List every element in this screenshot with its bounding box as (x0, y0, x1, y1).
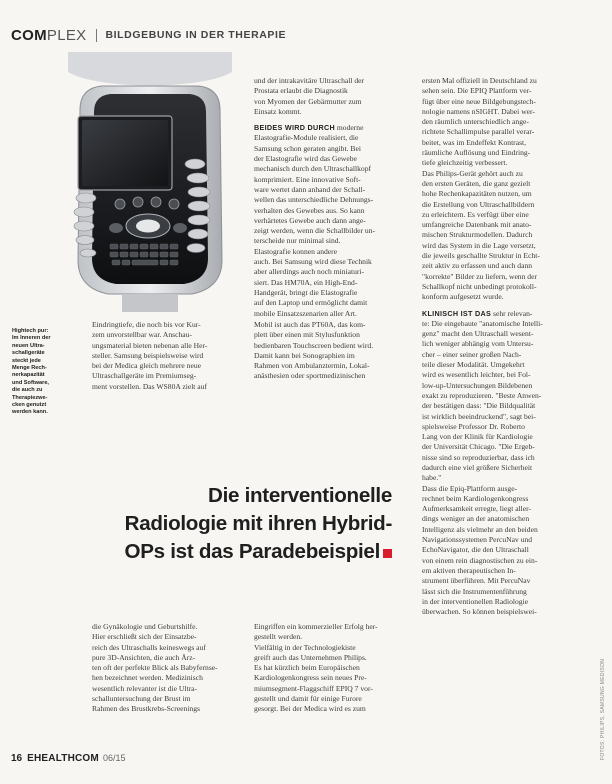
text-line (254, 278, 408, 288)
text-line (92, 684, 246, 694)
text-line (422, 350, 588, 360)
line-text: Eindringtiefe, die noch bis vor Kur- (92, 320, 201, 329)
pull-quote-line: Radiologie mit ihren Hybrid- (124, 512, 392, 535)
line-text: em aktiven therapeutischen In- (422, 565, 516, 575)
text-line (92, 361, 246, 371)
text-line (422, 319, 588, 329)
text-line (422, 566, 588, 576)
photo-credit: FOTOS: PHILIPS, SAMSUNG MEDISON (600, 658, 606, 760)
brand-light: PLEX (46, 26, 87, 44)
text-line (254, 76, 408, 86)
text-line (254, 361, 408, 371)
text-line (422, 200, 588, 210)
line-text: wellen das unterschiedliche Dehnungs- (254, 195, 374, 205)
line-text: Prostata erlaubt die Diagnostik (254, 86, 348, 96)
line-text: ersten Mal offiziell in Deutschland zu (422, 76, 537, 85)
text-line (422, 97, 588, 107)
line-text: den räumlich unterschiedlich ange- (422, 117, 529, 127)
text-line (422, 272, 588, 282)
text-line (92, 632, 246, 642)
text-line (422, 412, 588, 422)
caption-line: schallgeräte (12, 350, 45, 357)
text-line (422, 230, 588, 240)
line-text: wird das System in die Lage versetzt, (422, 240, 536, 250)
line-text: lässt sich die Instrumentenführung (422, 586, 527, 596)
line-text: reich des Ultraschalls keineswegs auf (92, 642, 206, 652)
brand-bold: COM (11, 26, 47, 44)
text-line (254, 309, 408, 319)
text-line (422, 607, 588, 617)
pull-quote-text: OPs ist das Paradebeispiel (124, 540, 380, 563)
line-text: zeigt werden, wenn die Schallbilder un- (254, 226, 376, 236)
section-title: BILDGEBUNG IN DER THERAPIE (105, 29, 287, 41)
text-line (422, 504, 588, 514)
text-line (254, 175, 408, 185)
line-text: Intelligenz als vielmehr an den beiden (422, 524, 538, 534)
line-text: zeit aktiv zu erfassen und auch dann (422, 261, 533, 271)
line-text: ware wertet dann anhand der Schall- (254, 184, 366, 194)
line-text: mechanisch durch den Ultraschallkopf (254, 164, 372, 174)
line-text: habe." (422, 473, 442, 483)
ultrasound-device-icon (62, 52, 238, 312)
text-line (254, 123, 408, 133)
text-line (422, 432, 588, 442)
line-text: genz" macht den Ultraschall wesent- (422, 329, 534, 339)
line-text: von Myomen der Gebärmutter zum (254, 96, 362, 106)
text-line (254, 663, 408, 673)
text-line (422, 494, 588, 504)
line-text: cher – einer seiner großen Nach- (422, 349, 522, 359)
text-line (254, 694, 408, 704)
line-text: Einsatz kommt. (254, 106, 302, 116)
article-column (254, 320, 408, 382)
article-column (92, 320, 246, 392)
line-text: low-up-Untersuchungen Bildebenen (422, 380, 533, 390)
text-line (92, 371, 246, 381)
line-text: auch. Bei Samsung wird diese Technik (254, 257, 372, 267)
line-text: schalluntersuchung der Brust im (92, 694, 191, 704)
text-line (422, 138, 588, 148)
subheading-lead: KLINISCH IST DAS (422, 308, 492, 318)
line-text: überwachen. So können beispielswei- (422, 607, 537, 617)
line-text: "korrekte" Bilder zu liefern, wenn der (422, 271, 537, 281)
line-text: bedienbaren Touchscreen bedient wird. (254, 340, 374, 350)
text-line (254, 185, 408, 195)
text-line (422, 576, 588, 586)
text-line (254, 351, 408, 361)
line-text: ten oft der perfekte Blick als Babyfernse- (92, 663, 218, 673)
line-text: spielsweise Professor Dr. Roberto (422, 421, 525, 431)
line-text: Elastografie konnen andere (254, 246, 338, 256)
line-text: strument überführen. Mit PercuNav (422, 576, 531, 586)
text-line (92, 622, 246, 632)
text-line (254, 298, 408, 308)
line-text: mischen Strukturmodellen. Dadurch (422, 230, 533, 240)
text-line (422, 463, 588, 473)
line-text: zu erleichtern. Es verfügt über eine (422, 209, 529, 219)
text-line (254, 371, 408, 381)
line-text: Hier erschließt sich der Einsatzbe- (92, 632, 197, 642)
line-text: auf den Laptop und ermöglicht damit (254, 298, 368, 308)
line-text: greift auch das Unternehmen Philips. (254, 652, 367, 662)
text-line (92, 382, 246, 392)
line-text: in der interventionellen Radiologie (422, 596, 529, 606)
line-text: der bestätigen dass: "Die Bildqualität (422, 401, 536, 411)
line-text: die Gynäkologie und Geburtshilfe. (92, 622, 198, 631)
line-text: Lang von der Klinik für Kardiologie (422, 432, 533, 442)
line-text: Samsung schon geraten angibt. Bei (254, 143, 361, 153)
line-text: von einem rein diagnostischen zu ein- (422, 555, 538, 565)
line-text: bei der Medica gleich mehrere neue (92, 361, 201, 371)
text-line (422, 525, 588, 535)
text-line (422, 597, 588, 607)
subheading-lead: BEIDES WIRD DURCH (254, 123, 335, 133)
line-text: zem unvorstellbar war. Anschau- (92, 330, 192, 340)
article-column (92, 622, 246, 715)
text-line (254, 107, 408, 117)
text-line (422, 453, 588, 463)
caption-line: cken genutzt (12, 402, 47, 409)
text-line (422, 545, 588, 555)
page-header (11, 25, 286, 45)
text-line (254, 267, 408, 277)
caption-line: nerkapazität (12, 372, 45, 379)
end-mark-square (383, 549, 392, 558)
text-line (254, 226, 408, 236)
line-text: Rahmen von Ambulanztermin, Lokal- (254, 361, 370, 371)
text-line (422, 241, 588, 251)
text-line (254, 704, 408, 714)
line-text: moderne (334, 123, 364, 133)
text-line (92, 320, 246, 330)
line-text: umfangreiche Datenbank mit anato- (422, 220, 532, 230)
line-text: fügt über eine neue Bildgebungstech- (422, 96, 536, 106)
line-text: EchoNavigator, die den Ultraschall (422, 545, 529, 555)
line-text: aber allerdings auch noch miniaturi- (254, 267, 365, 277)
line-text: Navigationssystemen PercuNav und (422, 535, 533, 545)
text-line (422, 189, 588, 199)
line-text: wird es wesentlich leichter, bei Fol- (422, 370, 531, 380)
line-text: te: Die eingebaute "anatomische Intelli- (422, 318, 543, 328)
text-line (422, 158, 588, 168)
text-line (422, 169, 588, 179)
image-caption (12, 328, 70, 417)
pull-quote-line-last (78, 538, 392, 566)
text-line (422, 587, 588, 597)
caption-line: Therapiezwe- (12, 394, 48, 401)
text-line (254, 288, 408, 298)
line-text: lich weniger abhängig vom Untersu- (422, 339, 534, 349)
text-line (254, 216, 408, 226)
line-text: siert. Das HM70A, ein High-End- (254, 277, 358, 287)
text-line (422, 360, 588, 370)
text-line (254, 341, 408, 351)
text-line (254, 643, 408, 653)
text-line (92, 330, 246, 340)
text-line (422, 210, 588, 220)
text-line (422, 535, 588, 545)
text-line (422, 127, 588, 137)
text-line (254, 133, 408, 143)
line-text: verhärtetes Gewebe auch dann ange- (254, 215, 366, 225)
line-text: verhalten des Gewebes aus. So kann (254, 205, 365, 215)
caption-line: Menge Rech- (12, 365, 47, 372)
line-text: ment vorstellen. Das WS80A zielt auf (92, 381, 208, 391)
line-text: räumliche Auflösung und Eindring- (422, 148, 531, 158)
text-line (422, 309, 588, 319)
line-text: mobile Einsatzszenarien aller Art. (254, 308, 357, 318)
magazine-name: EHEALTHCOM (27, 753, 99, 764)
text-line (254, 632, 408, 642)
text-line (422, 117, 588, 127)
line-text: terscheide nur minimal sind. (254, 236, 341, 246)
line-text: Dass die Epiq-Plattform ausge- (422, 483, 518, 493)
ultrasound-device-image (62, 52, 238, 312)
line-text: der Universität Chicago. "Die Ergeb- (422, 442, 535, 452)
text-line (422, 76, 588, 86)
text-line (92, 351, 246, 361)
pull-quote-line: Die interventionelle (208, 484, 392, 507)
text-line (254, 320, 408, 330)
caption-line: die auch zu (12, 387, 43, 394)
line-text: beitet, was im Endeffekt Kontrast, (422, 137, 527, 147)
line-text: dadurch eine viel größere Sicherheit (422, 462, 533, 472)
text-line (422, 422, 588, 432)
line-text: konform aufgesetzt wurde. (422, 292, 504, 302)
line-text: anästhesien oder sportmedizinischen (254, 371, 366, 381)
text-line (422, 292, 588, 302)
text-line (254, 154, 408, 164)
text-line (422, 514, 588, 524)
issue-number: 06/15 (102, 753, 126, 763)
line-text: nologie namens nSIGHT. Dabei wer- (422, 106, 535, 116)
caption-line: und Software, (12, 379, 49, 386)
text-line (254, 195, 408, 205)
line-text: plett über einen mit Stylusfunktion (254, 330, 360, 340)
text-line (422, 86, 588, 96)
line-text: den ersten Geräten, die ganz gezielt (422, 178, 531, 188)
text-line (422, 339, 588, 349)
text-line (92, 704, 246, 714)
line-text: Kardiologenkongress sein neues Pre- (254, 673, 367, 683)
text-line (422, 329, 588, 339)
text-line (92, 663, 246, 673)
text-line (422, 401, 588, 411)
text-line (422, 484, 588, 494)
text-line (422, 282, 588, 292)
line-text: gesorgt. Bei der Medica wird es zum (254, 704, 366, 714)
text-line (422, 261, 588, 271)
pull-quote (78, 482, 392, 566)
line-text: Handgerät, bringt die Elastografie (254, 287, 358, 297)
line-text: Schallkopf nicht unbedingt protokoll- (422, 281, 537, 291)
line-text: Eingriffen ein kommerzieller Erfolg her- (254, 622, 378, 631)
line-text: Vielfältig in der Technologiekiste (254, 642, 356, 652)
line-text: ist wirklich beeindruckend", sagt bei- (422, 411, 536, 421)
line-text: dings weniger an der anatomischen (422, 514, 530, 524)
line-text: richtete Schallimpulse parallel verar- (422, 127, 535, 137)
text-line (422, 148, 588, 158)
line-text: teile dieser Modalität. Umgekehrt (422, 360, 525, 370)
line-text: Das Philips-Gerät gehört auch zu (422, 168, 523, 178)
text-line (254, 164, 408, 174)
text-line (254, 144, 408, 154)
text-line (422, 107, 588, 117)
text-line (92, 653, 246, 663)
line-text: Elastografie-Module realisiert, die (254, 133, 359, 143)
line-text: wesentlich relevanter ist die Ultra- (92, 683, 198, 693)
text-line (254, 86, 408, 96)
line-text: Aufmerksamkeit erregte, liegt aller- (422, 504, 532, 514)
text-line (254, 622, 408, 632)
text-line (254, 257, 408, 267)
text-line (422, 381, 588, 391)
line-text: tiefe gleichzeitig verbessert. (422, 158, 508, 168)
line-text: Es hat kürzlich beim Europäischen (254, 663, 360, 673)
text-line (254, 653, 408, 663)
line-text: rechnet beim Kardiologenkongress (422, 493, 529, 503)
article-column (254, 76, 408, 319)
line-text: nisse sind so reproduzierbar, dass ich (422, 452, 535, 462)
line-text: exakt zu reproduzieren. "Beste Anwen- (422, 390, 542, 400)
line-text: Damit kann bei Sonographien im (254, 350, 355, 360)
text-line (254, 236, 408, 246)
line-text: miumsegment-Flaggschiff EPIQ 7 vor- (254, 683, 373, 693)
line-text: hohe Rechenkapazitäten nutzen, um (422, 189, 532, 199)
line-text: sehen sein. Die EPIQ Plattform ver- (422, 86, 532, 96)
text-line (422, 179, 588, 189)
line-text: pure 3D-Ansichten, die auch Ärz- (92, 652, 196, 662)
line-text: die jeweils geschallte Struktur in Echt- (422, 251, 540, 261)
line-text: gestellt werden. (254, 632, 303, 642)
page-number: 16 (11, 753, 23, 764)
text-line (254, 673, 408, 683)
line-text: komprimiert. Eine innovative Soft- (254, 174, 361, 184)
text-line (92, 341, 246, 351)
text-line (254, 330, 408, 340)
text-line (422, 251, 588, 261)
text-line (254, 206, 408, 216)
text-line (254, 97, 408, 107)
line-text: die Erstellung von Ultraschallbildern (422, 199, 535, 209)
line-text: hen bezeichnet werden. Medizinisch (92, 673, 203, 683)
line-text: Rahmen des Brustkrebs-Screenings (92, 704, 200, 714)
text-line (422, 473, 588, 483)
text-line (422, 442, 588, 452)
line-text: Mobil ist auch das PT60A, das kom- (254, 320, 366, 329)
line-text: der Elastografie wird das Gewebe (254, 154, 357, 164)
line-text: gestellt und damit für einige Furore (254, 694, 362, 704)
caption-line: steckt jede (12, 357, 41, 364)
text-line (422, 556, 588, 566)
caption-line: werden kann. (12, 409, 48, 416)
line-text: Ultraschallgeräte im Premiumseg- (92, 371, 197, 381)
article-column (254, 622, 408, 715)
caption-line: Im Inneren der (12, 335, 51, 342)
line-text: ungsmaterial bieten nebenan alle Her- (92, 340, 208, 350)
text-line (92, 694, 246, 704)
article-column (422, 76, 588, 617)
caption-line: Hightech pur: (12, 328, 49, 334)
line-text: und der intrakavitäre Ultraschall der (254, 76, 365, 85)
text-line (92, 673, 246, 683)
text-line (422, 391, 588, 401)
page-footer (11, 753, 125, 764)
text-line (254, 684, 408, 694)
header-divider (96, 29, 97, 42)
caption-line: neuen Ultra- (12, 342, 45, 349)
line-text: sehr relevan- (491, 308, 533, 318)
text-line (254, 247, 408, 257)
text-line (422, 370, 588, 380)
line-text: steller. Samsung beispielsweise wird (92, 350, 204, 360)
text-line (422, 220, 588, 230)
text-line (92, 643, 246, 653)
